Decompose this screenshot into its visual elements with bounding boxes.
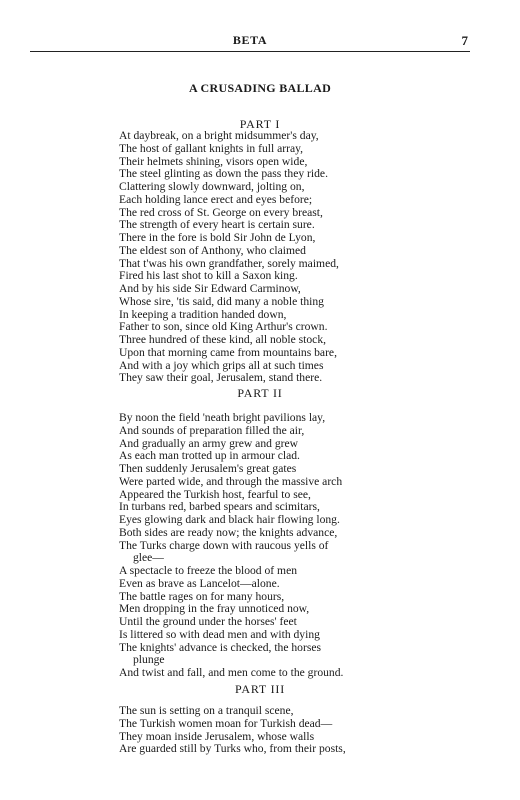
page-number: 7	[461, 33, 468, 48]
verse-line: And twist and fall, and men come to the ground.	[119, 666, 344, 679]
verse-line: A spectacle to freeze the blood of men	[119, 564, 298, 577]
running-title: BETA	[232, 33, 268, 47]
verse-line: Men dropping in the fray unnoticed now,	[119, 602, 310, 616]
stanza-part-3	[119, 705, 499, 756]
verse-line: Were parted wide, and through the massive arch	[119, 474, 343, 488]
part-heading-1: PART I	[239, 117, 281, 131]
verse-line: Even as brave as Lancelot—alone.	[119, 576, 280, 590]
verse-line: Whose sire, 'tis said, did many a noble thing	[119, 294, 324, 308]
verse-line: As each man trotted up in armour clad.	[119, 449, 300, 463]
verse-line: glee—	[133, 551, 164, 565]
verse-line: Until the ground under the horses' feet	[119, 615, 297, 628]
verse-line: The knights' advance is checked, the horses	[119, 640, 322, 654]
verse-line: The eldest son of Anthony, who claimed	[119, 243, 306, 257]
verse-line: The Turks charge down with raucous yells of	[119, 538, 329, 552]
verse-line: Both sides are ready now; the knights advance,	[119, 525, 338, 539]
verse-line: And with a joy which grips all at such times	[119, 358, 324, 372]
verse-line: Clattering slowly downward, jolting on,	[119, 180, 305, 193]
verse-line: The Turkish women moan for Turkish dead—	[119, 716, 333, 730]
verse-line: In keeping a tradition handed down,	[119, 307, 287, 321]
verse-line: Their helmets shining, visors open wide,	[119, 154, 308, 168]
verse-line: Fired his last shot to kill a Saxon king.	[119, 269, 298, 283]
verse-line: They moan inside Jerusalem, whose walls	[119, 729, 315, 743]
poem-title: A CRUSADING BALLAD	[188, 81, 332, 95]
verse-line: In turbans red, barbed spears and scimitars,	[119, 500, 320, 514]
stanza-part-2	[119, 412, 499, 680]
verse-line: And by his side Sir Edward Carminow,	[119, 282, 301, 295]
verse-line: Eyes glowing dark and black hair flowing long.	[119, 513, 340, 526]
verse-line: Then suddenly Jerusalem's great gates	[119, 462, 297, 475]
verse-line: Are guarded still by Turks who, from their posts,	[119, 742, 346, 756]
verse-line: There in the fore is bold Sir John de Lyon,	[119, 231, 316, 244]
verse-line: The sun is setting on a tranquil scene,	[119, 704, 294, 717]
verse-line: By noon the field 'neath bright pavilions lay,	[119, 411, 326, 424]
verse-line: The red cross of St. George on every breast,	[119, 205, 323, 219]
verse-line: The strength of every heart is certain sure.	[119, 218, 315, 232]
verse-line: Upon that morning came from mountains bare,	[119, 345, 337, 359]
verse-line: And sounds of preparation filled the air,	[119, 423, 305, 437]
part-heading-3: PART III	[234, 682, 286, 696]
verse-line: That t'was his own grandfather, sorely maimed,	[119, 256, 339, 270]
verse-line: The steel glinting as down the pass they ride.	[119, 167, 328, 181]
verse-line: They saw their goal, Jerusalem, stand there.	[119, 371, 323, 385]
verse-line: Is littered so with dead men and with dying	[119, 627, 320, 641]
verse-line: And gradually an army grew and grew	[119, 436, 298, 450]
verse-line: Three hundred of these kind, all noble stock,	[119, 333, 327, 346]
verse-line: At daybreak, on a bright midsummer's day,	[119, 129, 319, 142]
part-heading-2: PART II	[237, 386, 283, 400]
verse-line: Each holding lance erect and eyes before;	[119, 192, 313, 206]
stanza-part-1	[119, 130, 499, 385]
verse-line: The host of gallant knights in full array,	[119, 141, 304, 155]
verse-line: Appeared the Turkish host, fearful to see,	[119, 487, 311, 501]
verse-line: Father to son, since old King Arthur's crown.	[119, 320, 328, 334]
verse-line: The battle rages on for many hours,	[119, 589, 285, 603]
running-head	[30, 33, 470, 52]
verse-line: plunge	[133, 653, 165, 667]
